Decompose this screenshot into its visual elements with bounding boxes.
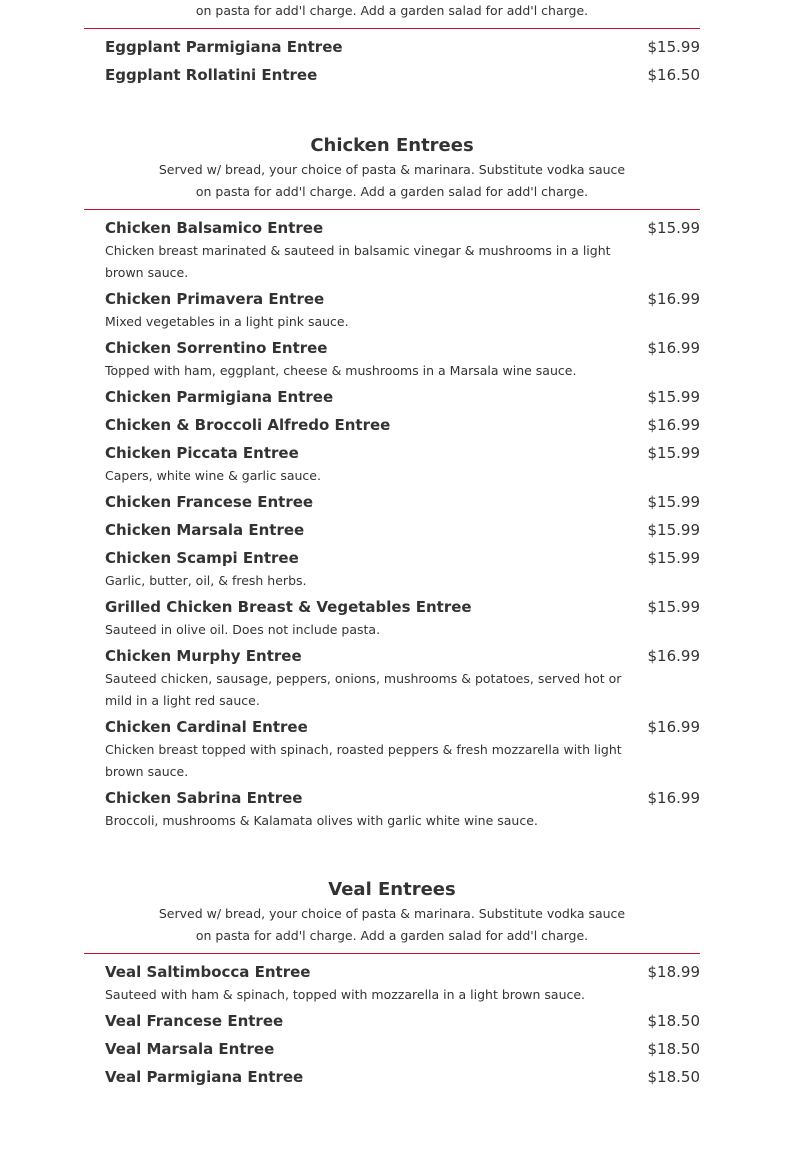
item-name: Chicken Murphy Entree [105, 647, 302, 665]
item-price: $16.99 [647, 290, 700, 308]
item-name: Veal Francese Entree [105, 1012, 284, 1030]
item-price: $18.50 [647, 1012, 700, 1030]
item-price: $16.99 [647, 718, 700, 736]
menu-item[interactable] [84, 383, 700, 411]
item-name: Chicken Cardinal Entree [105, 718, 308, 736]
item-description: Mixed vegetables in a light pink sauce. [105, 314, 349, 329]
item-price: $15.99 [647, 444, 700, 462]
veal-section [84, 877, 700, 1091]
section-description: Served w/ bread, your choice of pasta & marinara. Substitute vodka sauce on pasta for add'l charge. Add a garden salad for add'l charge. [158, 906, 626, 943]
item-description: Chicken breast marinated & sauteed in balsamic vinegar & mushrooms in a light brown sauce. [105, 243, 611, 280]
item-description: Sauteed in olive oil. Does not include pasta. [105, 622, 381, 637]
item-name: Chicken Piccata Entree [105, 444, 299, 462]
section-title: Chicken Entrees [310, 135, 474, 156]
item-price: $15.99 [647, 219, 700, 237]
item-name: Chicken Scampi Entree [105, 549, 299, 567]
item-name: Grilled Chicken Breast & Vegetables Entree [105, 598, 472, 616]
item-price: $18.99 [647, 963, 700, 981]
item-price: $15.99 [647, 493, 700, 511]
item-name: Chicken Primavera Entree [105, 290, 325, 308]
menu-item[interactable] [84, 214, 700, 285]
menu-item[interactable] [84, 334, 700, 383]
item-price: $15.99 [647, 38, 700, 56]
menu-item[interactable] [84, 784, 700, 833]
item-name: Chicken & Broccoli Alfredo Entree [105, 416, 391, 434]
section-title: Veal Entrees [328, 879, 456, 900]
item-name: Eggplant Rollatini Entree [105, 66, 318, 84]
item-name: Veal Parmigiana Entree [105, 1068, 304, 1086]
menu-item[interactable] [84, 61, 700, 89]
menu-item[interactable] [84, 488, 700, 516]
item-name: Chicken Sorrentino Entree [105, 339, 328, 357]
menu-item[interactable] [84, 713, 700, 784]
menu-item[interactable] [84, 544, 700, 593]
item-price: $16.99 [647, 339, 700, 357]
menu-item[interactable] [84, 439, 700, 488]
item-price: $16.99 [647, 647, 700, 665]
menu-item-list [84, 210, 700, 833]
menu-item[interactable] [84, 411, 700, 439]
menu-item[interactable] [84, 516, 700, 544]
item-name: Chicken Sabrina Entree [105, 789, 303, 807]
section-description: Served w/ bread, your choice of pasta & marinara. Substitute vodka sauce on pasta for add'l charge. Add a garden salad for add'l charge. [158, 162, 626, 199]
menu-item-list [84, 954, 700, 1091]
item-name: Chicken Marsala Entree [105, 521, 305, 539]
item-price: $15.99 [647, 388, 700, 406]
item-price: $18.50 [647, 1068, 700, 1086]
item-description: Sauteed with ham & spinach, topped with mozzarella in a light brown sauce. [105, 987, 586, 1002]
eggplant-section [84, 0, 700, 89]
item-price: $16.99 [647, 789, 700, 807]
item-price: $15.99 [647, 549, 700, 567]
item-price: $16.99 [647, 416, 700, 434]
item-name: Veal Saltimbocca Entree [105, 963, 311, 981]
menu-item[interactable] [84, 33, 700, 61]
item-description: Chicken breast topped with spinach, roasted peppers & fresh mozzarella with light brown sauce. [105, 742, 622, 779]
menu-item[interactable] [84, 593, 700, 642]
item-price: $15.99 [647, 598, 700, 616]
item-price: $15.99 [647, 521, 700, 539]
menu-item[interactable] [84, 958, 700, 1007]
item-name: Eggplant Parmigiana Entree [105, 38, 343, 56]
item-description: Sauteed chicken, sausage, peppers, onions, mushrooms & potatoes, served hot or mild in a light red sauce. [105, 671, 622, 708]
section-description: on pasta for add'l charge. Add a garden salad for add'l charge. [195, 3, 589, 18]
item-description: Garlic, butter, oil, & fresh herbs. [105, 573, 307, 588]
item-name: Chicken Balsamico Entree [105, 219, 324, 237]
menu-item[interactable] [84, 642, 700, 713]
item-name: Chicken Francese Entree [105, 493, 314, 511]
item-price: $16.50 [647, 66, 700, 84]
item-description: Topped with ham, eggplant, cheese & mushrooms in a Marsala wine sauce. [105, 363, 577, 378]
menu-item[interactable] [84, 1035, 700, 1063]
item-description: Broccoli, mushrooms & Kalamata olives with garlic white wine sauce. [105, 813, 538, 828]
item-name: Chicken Parmigiana Entree [105, 388, 334, 406]
menu-item[interactable] [84, 1063, 700, 1091]
menu-item[interactable] [84, 285, 700, 334]
menu-item[interactable] [84, 1007, 700, 1035]
chicken-section [84, 133, 700, 833]
item-price: $18.50 [647, 1040, 700, 1058]
item-description: Capers, white wine & garlic sauce. [105, 468, 321, 483]
menu-item-list [84, 29, 700, 89]
item-name: Veal Marsala Entree [105, 1040, 275, 1058]
